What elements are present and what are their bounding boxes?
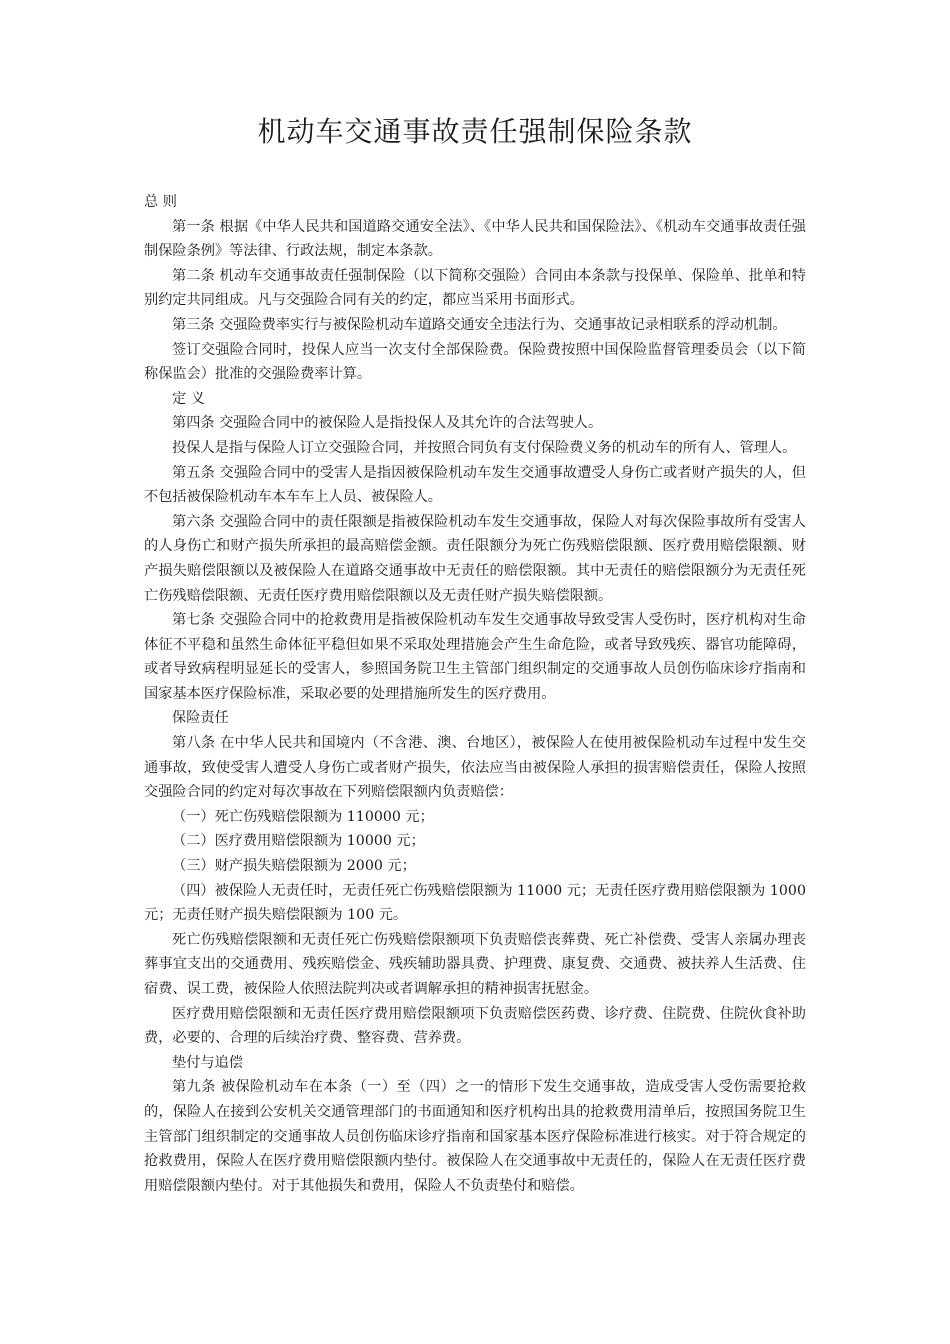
list-item: （四）被保险人无责任时，无责任死亡伤残赔偿限额为 11000 元；无责任医疗费用赔偿限额为 1000 元；无责任财产损失赔偿限额为 100 元。 (144, 882, 806, 924)
paragraph: 第七条 交强险合同中的抢救费用是指被保险机动车发生交通事故导致受害人受伤时，医疗机构对生命体征不平稳和虽然生命体征平稳但如果不采取处理措施会产生生命危险，或者导致残疾、器官功能障碍，或者导致病程明显延长的受害人，参照国务院卫生主管部门组织制定的交通事故人员创伤临床诊疗指南和国家基本医疗保险标准，采取必要的处理措施所发生的医疗费用。 (144, 612, 806, 702)
paragraph: 投保人是指与保险人订立交强险合同，并按照合同负有支付保险费义务的机动车的所有人、管理人。 (172, 439, 797, 456)
paragraph: 第六条 交强险合同中的责任限额是指被保险机动车发生交通事故，保险人对每次保险事故所有受害人的人身伤亡和财产损失所承担的最高赔偿金额。责任限额分为死亡伤残赔偿限额、医疗费用赔偿限额、财产损失赔偿限额以及被保险人在道路交通事故中无责任的赔偿限额。其中无责任的赔偿限额分为无责任死亡伤残赔偿限额、无责任医疗费用赔偿限额以及无责任财产损失赔偿限额。 (144, 513, 806, 604)
list-item: （三）财产损失赔偿限额为 2000 元； (172, 858, 416, 875)
document-body (144, 190, 806, 1198)
paragraph: 第二条 机动车交通事故责任强制保险（以下简称交强险）合同由本条款与投保单、保险单、批单和特别约定共同组成。凡与交强险合同有关的约定，都应当采用书面形式。 (144, 267, 806, 309)
paragraph: 签订交强险合同时，投保人应当一次支付全部保险费。保险费按照中国保险监督管理委员会（以下简称保监会）批准的交强险费率计算。 (144, 341, 806, 383)
document-title: 机动车交通事故责任强制保险条款 (257, 115, 693, 148)
paragraph: 第八条 在中华人民共和国境内（不含港、澳、台地区），被保险人在使用被保险机动车过程中发生交通事故，致使受害人遭受人身伤亡或者财产损失，依法应当由被保险人承担的损害赔偿责任，保险人按照交强险合同的约定对每次事故在下列赔偿限额内负责赔偿： (144, 735, 806, 801)
paragraph: 死亡伤残赔偿限额和无责任死亡伤残赔偿限额项下负责赔偿丧葬费、死亡补偿费、受害人亲属办理丧葬事宜支出的交通费用、残疾赔偿金、残疾辅助器具费、护理费、康复费、交通费、被扶养人生活费、住宿费、误工费，被保险人依照法院判决或者调解承担的精神损害抚慰金。 (144, 931, 806, 997)
paragraph: 第三条 交强险费率实行与被保险机动车道路交通安全违法行为、交通事故记录相联系的浮动机制。 (172, 316, 787, 333)
section-heading: 定 义 (172, 390, 205, 407)
paragraph: 第五条 交强险合同中的受害人是指因被保险机动车发生交通事故遭受人身伤亡或者财产损失的人，但不包括被保险机动车本车车上人员、被保险人。 (144, 464, 806, 506)
paragraph: 第九条 被保险机动车在本条（一）至（四）之一的情形下发生交通事故，造成受害人受伤需要抢救的，保险人在接到公安机关交通管理部门的书面通知和医疗机构出具的抢救费用清单后，按照国务院卫生主管部门组织制定的交通事故人员创伤临床诊疗指南和国家基本医疗保险标准进行核实。对于符合规定的抢救费用，保险人在医疗费用赔偿限额内垫付。被保险人在交通事故中无责任的，保险人在无责任医疗费用赔偿限额内垫付。对于其他损失和费用，保险人不负责垫付和赔偿。 (144, 1079, 806, 1194)
section-heading: 总 则 (144, 194, 177, 210)
section-heading: 垫付与追偿 (172, 1054, 243, 1071)
document-page (144, 0, 806, 1198)
paragraph: 第一条 根据《中华人民共和国道路交通安全法》、《中华人民共和国保险法》、《机动车交通事故责任强制保险条例》等法律、行政法规，制定本条款。 (144, 218, 806, 260)
paragraph: 第四条 交强险合同中的被保险人是指投保人及其允许的合法驾驶人。 (172, 415, 603, 432)
list-item: （二）医疗费用赔偿限额为 10000 元； (172, 833, 425, 850)
paragraph: 医疗费用赔偿限额和无责任医疗费用赔偿限额项下负责赔偿医药费、诊疗费、住院费、住院伙食补助费，必要的、合理的后续治疗费、整容费、营养费。 (144, 1005, 806, 1047)
list-item: （一）死亡伤残赔偿限额为 110000 元； (172, 808, 434, 825)
section-heading: 保险责任 (172, 710, 229, 727)
